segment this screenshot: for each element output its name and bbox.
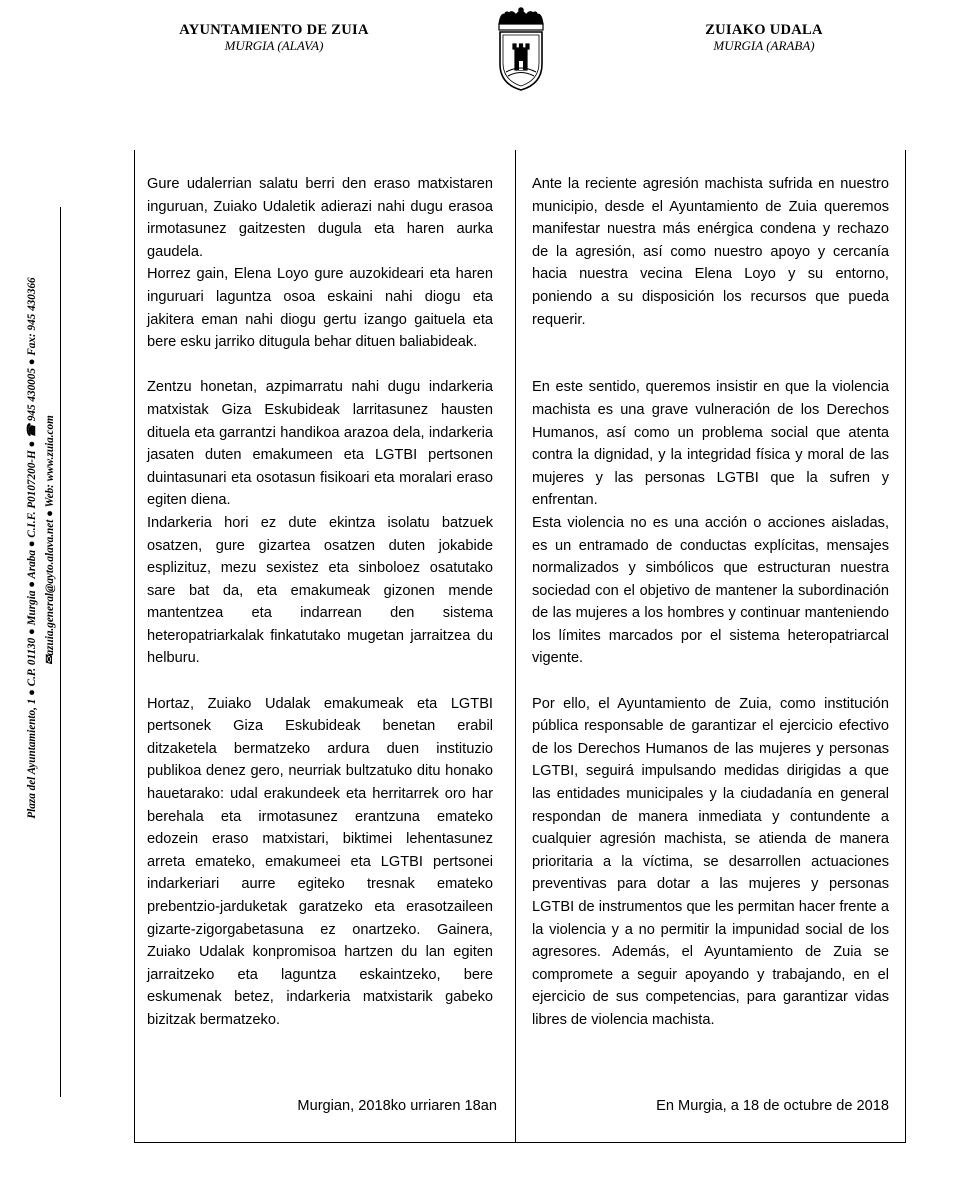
castellano-paragraph-2: En este sentido, queremos insistir en que la violencia machista es una grave vulneración de los Derechos Humanos, así como un problema social que atenta contra la dignidad, y la integridad física y moral de las mujeres y las personas LGTBI que la sufren y enfrentan. (532, 379, 889, 509)
castellano-signature-date: En Murgia, a 18 de octubre de 2018 (656, 1098, 889, 1114)
euskara-paragraph-2: Horrez gain, Elena Loyo gure auzokideari eta haren inguruari laguntza osoa eskaini nahi diogu eta jakitera eman nahi diogu gertu izango gaituela eta bere esku jarriko ditugula behar dituen baliabideak. (147, 266, 493, 351)
header-left-subtitle: MURGIA (ALAVA) (224, 38, 324, 53)
header-left (160, 22, 388, 54)
coat-of-arms-icon (493, 6, 549, 92)
castellano-paragraph-3: Esta violencia no es una acción o acciones aisladas, es un entramado de conductas explícitas, mensajes normalizados y simbólicos que estructuran nuestra sociedad con el objetivo de mantener la subordinación de las mujeres a los hombres y continuar manteniendo los límites marcados por el sistema heteropatriarcal vigente. (532, 514, 889, 667)
header-right-subtitle: MURGIA (ARABA) (713, 38, 815, 53)
sidebar-rule (60, 207, 61, 1097)
castellano-column (532, 173, 889, 1032)
euskara-paragraph-1: Gure udalerrian salatu berri den eraso matxistaren inguruan, Zuiako Udaletik adierazi nahi dugu erasoa irmotasunez gaitzesten dugula eta haren aurka gaudela. (147, 176, 493, 260)
column-divider (515, 150, 516, 1142)
euskara-column (147, 173, 493, 1032)
euskara-signature-date: Murgian, 2018ko urriaren 18an (297, 1098, 497, 1114)
header-right (690, 22, 838, 54)
euskara-paragraph-3: Zentzu honetan, azpimarratu nahi dugu indarkeria matxistak Giza Eskubideak larritasunez hausten dituela eta garrantzi handikoa arazoa dela, indarkeria jasaten duten emakumeen eta LGTBI pertsonen duintasunari eta osotasun fisikoari eta moralari eraso egiten diena. (147, 379, 493, 509)
castellano-paragraph-1: Ante la reciente agresión machista sufrida en nuestro municipio, desde el Ayuntamiento de Zuia queremos manifestar nuestra más enérgica condena y rechazo de la agresión, así como nuestro apoyo y cercanía hacia nuestra vecina Elena Loyo y su entorno, poniendo a su disposición los recursos que pueda requerir. (532, 176, 889, 328)
header-left-title: AYUNTAMIENTO DE ZUIA (179, 22, 369, 38)
sidebar-address: Plaza del Ayuntamiento, 1 ● C.P. 01130 ● Murgia ● Araba ● C.I.F. P0107200-H ● ☎ 945 430005 ● Fax: 945 430366 (26, 277, 38, 819)
header-right-title: ZUIAKO UDALA (705, 22, 823, 38)
castellano-paragraph-4: Por ello, el Ayuntamiento de Zuia, como institución pública responsable de garantizar el ejercicio efectivo de los Derechos Humanos de las mujeres y personas LGTBI, seguirá impulsando medidas dirigidas a que las entidades municipales y la ciudadanía en general respondan de manera inmediata y contundente a cualquier agresión machista, se atienda de manera prioritaria a la víctima, se desarrollen actuaciones preventivas para dotar a las mujeres y personas LGTBI de instrumentos que les permitan hacer frente a la violencia y a no permitir la impunidad social de los agresores. Además, el Ayuntamiento de Zuia se compromete a seguir apoyando y trabajando, en el ejercicio de sus competencias, para garantizar vidas libres de violencia machista. (532, 695, 889, 1028)
sidebar-contact: ✉azuia.general@ayto.alava.net ● Web: www.zuia.com (44, 415, 56, 665)
statement-table (134, 150, 906, 1143)
euskara-paragraph-5: Hortaz, Zuiako Udalak emakumeak eta LGTBI pertsonek Giza Eskubideak benetan erabil ditzaketela bermatzeko ardura duen instituzio publikoa denez gero, neurriak bultzatuko ditu honako hauetarako: udal erakundeek eta herritarrek oro har berehala eta irmotasunez erantzuna emateko edozein eraso matxistari, biktimei lehentasunez arreta emateko, emakumeei eta LGTBI pertsonei indarkeriari aurre egiteko tresnak emateko prebentzio-jarduketak garatzeko eta erasotzaileen gizarte-zigorgabetasuna ez onartzeko. Gainera, Zuiako Udalak konpromisoa hartzen du lan egiten jarraitzeko eta laguntza eskaintzeko, bere eskumenak betez, indarkeria matxistarik gabeko bizitzak bermatzeko. (147, 695, 493, 1028)
euskara-paragraph-4: Indarkeria hori ez dute ekintza isolatu batzuek osatzen, gure gizartea osatzen duten jokabide esplizituz, mezu sexistez eta sinboloez osatutako sare bat da, eta emakumeak gizonen mende mantentzea eta indarrean den sistema heteropatriarkalak finkatutako mugetan jarraitzea du helburu. (147, 514, 493, 667)
